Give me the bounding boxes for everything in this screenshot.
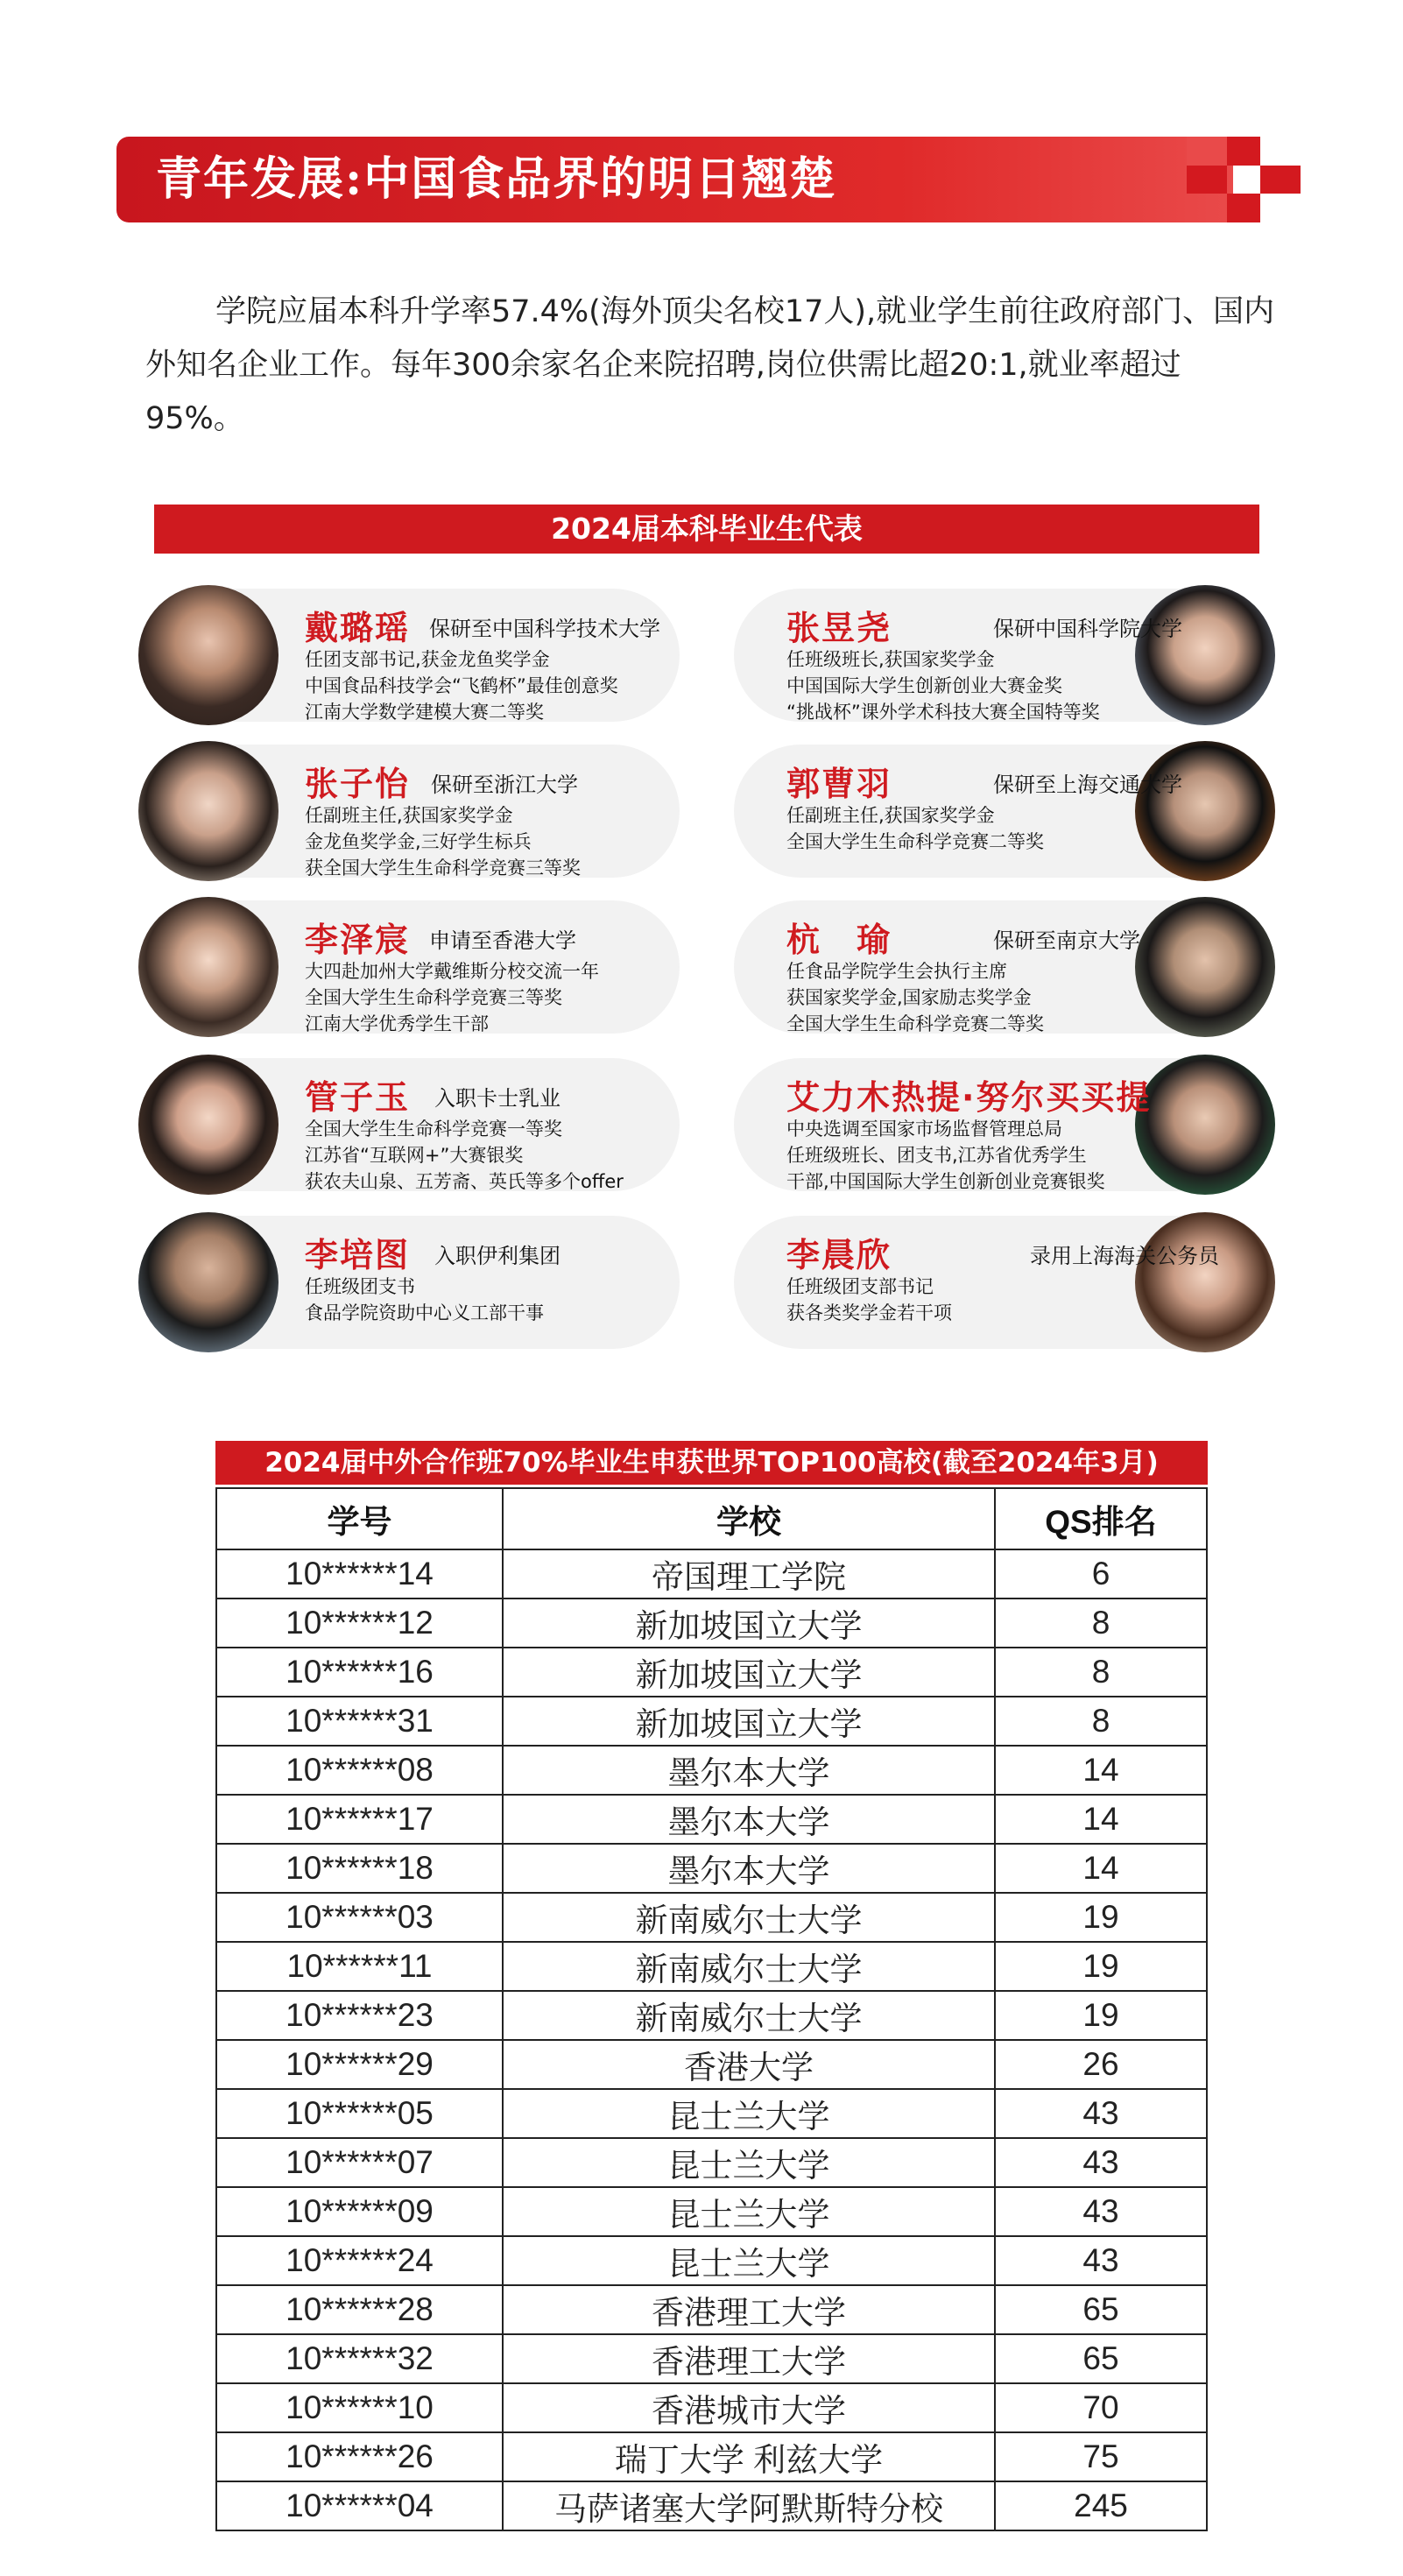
student-details bbox=[786, 1116, 1105, 1195]
intro-paragraph: 学院应届本科升学率57.4%(海外顶尖名校17人),就业学生前往政府部门、国内外知名企业工作。每年300余家名企来院招聘,岗位供需比超20:1,就业率超过95%。 bbox=[145, 294, 1275, 436]
table-row bbox=[216, 2040, 1207, 2089]
cell-school: 瑞丁大学 利兹大学 bbox=[503, 2432, 995, 2481]
cell-school: 墨尔本大学 bbox=[503, 1795, 995, 1844]
student-name: 李培图 bbox=[305, 1236, 411, 1274]
cell-qs-rank: 14 bbox=[995, 1746, 1207, 1795]
student-detail-line: 江南大学数学建模大赛二等奖 bbox=[305, 702, 544, 723]
student-details bbox=[786, 1274, 952, 1326]
cell-qs-rank: 70 bbox=[995, 2383, 1207, 2432]
student-detail-line: 江苏省“互联网+”大赛银奖 bbox=[305, 1145, 524, 1166]
table-row bbox=[216, 1648, 1207, 1697]
student-detail-line: 干部,中国国际大学生创新创业竞赛银奖 bbox=[786, 1171, 1105, 1192]
cell-school: 帝国理工学院 bbox=[503, 1549, 995, 1599]
student-detail-line: 任班级团支部书记 bbox=[786, 1276, 934, 1297]
cell-school: 新加坡国立大学 bbox=[503, 1648, 995, 1697]
student-name: 戴璐瑶 bbox=[305, 609, 411, 647]
table-row bbox=[216, 2481, 1207, 2530]
cell-qs-rank: 8 bbox=[995, 1697, 1207, 1746]
student-photo bbox=[138, 741, 278, 881]
cell-school: 香港大学 bbox=[503, 2040, 995, 2089]
table-row bbox=[216, 1795, 1207, 1844]
table-header-row bbox=[216, 1488, 1207, 1549]
cell-qs-rank: 6 bbox=[995, 1549, 1207, 1599]
student-destination: 录用上海海关公务员 bbox=[1030, 1244, 1219, 1268]
table-title: 2024届中外合作班70%毕业生申获世界TOP100高校(截至2024年3月) bbox=[215, 1441, 1208, 1485]
student-detail-line: 全国大学生生命科学竞赛一等奖 bbox=[305, 1119, 562, 1140]
student-name: 杭 瑜 bbox=[786, 921, 892, 959]
cell-qs-rank: 8 bbox=[995, 1648, 1207, 1697]
cell-student-id: 10******26 bbox=[216, 2432, 503, 2481]
cell-school: 墨尔本大学 bbox=[503, 1746, 995, 1795]
cell-student-id: 10******12 bbox=[216, 1599, 503, 1648]
table-row bbox=[216, 1991, 1207, 2040]
student-photo bbox=[1135, 1212, 1275, 1352]
cell-school: 昆士兰大学 bbox=[503, 2138, 995, 2187]
cell-qs-rank: 8 bbox=[995, 1599, 1207, 1648]
cell-student-id: 10******18 bbox=[216, 1844, 503, 1893]
cell-school: 新南威尔士大学 bbox=[503, 1942, 995, 1991]
cell-qs-rank: 65 bbox=[995, 2334, 1207, 2383]
student-detail-line: 任班级班长、团支书,江苏省优秀学生 bbox=[786, 1145, 1087, 1166]
table-row bbox=[216, 1844, 1207, 1893]
table-row bbox=[216, 1697, 1207, 1746]
cell-student-id: 10******10 bbox=[216, 2383, 503, 2432]
student-card bbox=[734, 745, 1275, 878]
student-detail-line: 任团支部书记,获金龙鱼奖学金 bbox=[305, 649, 550, 670]
col-header-id: 学号 bbox=[216, 1488, 503, 1549]
cell-student-id: 10******05 bbox=[216, 2089, 503, 2138]
table-row bbox=[216, 1549, 1207, 1599]
table-row bbox=[216, 2187, 1207, 2236]
student-destination: 入职卡士乳业 bbox=[434, 1086, 560, 1111]
student-detail-line: 江南大学优秀学生干部 bbox=[305, 1013, 489, 1034]
student-detail-line: 中国食品科技学会“飞鹤杯”最佳创意奖 bbox=[305, 675, 618, 696]
student-detail-line: 金龙鱼奖学金,三好学生标兵 bbox=[305, 831, 532, 852]
student-photo bbox=[1135, 1055, 1275, 1195]
student-detail-line: 中央选调至国家市场监督管理总局 bbox=[786, 1119, 1062, 1140]
student-destination: 保研至上海交通大学 bbox=[993, 773, 1182, 797]
cell-student-id: 10******04 bbox=[216, 2481, 503, 2530]
cell-student-id: 10******11 bbox=[216, 1942, 503, 1991]
student-card bbox=[138, 900, 680, 1034]
checker-decoration bbox=[1187, 137, 1301, 222]
student-details bbox=[305, 1116, 624, 1195]
student-destination: 申请至香港大学 bbox=[429, 928, 576, 953]
table-row bbox=[216, 1746, 1207, 1795]
col-header-qs: QS排名 bbox=[995, 1488, 1207, 1549]
cell-student-id: 10******29 bbox=[216, 2040, 503, 2089]
student-detail-line: 任食品学院学生会执行主席 bbox=[786, 961, 1007, 982]
cell-qs-rank: 43 bbox=[995, 2138, 1207, 2187]
cell-student-id: 10******23 bbox=[216, 1991, 503, 2040]
cell-student-id: 10******03 bbox=[216, 1893, 503, 1942]
student-photo bbox=[1135, 585, 1275, 725]
student-destination: 保研至南京大学 bbox=[993, 928, 1140, 953]
student-detail-line: 大四赴加州大学戴维斯分校交流一年 bbox=[305, 961, 599, 982]
student-details bbox=[786, 646, 1100, 725]
student-detail-line: 任班级班长,获国家奖学金 bbox=[786, 649, 995, 670]
cell-qs-rank: 245 bbox=[995, 2481, 1207, 2530]
student-destination: 保研至浙江大学 bbox=[431, 773, 578, 797]
student-name: 张昱尧 bbox=[786, 609, 892, 647]
student-photo bbox=[138, 1212, 278, 1352]
cell-school: 昆士兰大学 bbox=[503, 2236, 995, 2285]
student-card bbox=[138, 1216, 680, 1349]
student-details bbox=[305, 1274, 544, 1326]
cell-school: 新加坡国立大学 bbox=[503, 1599, 995, 1648]
student-card bbox=[138, 589, 680, 722]
student-detail-line: 获各类奖学金若干项 bbox=[786, 1302, 952, 1323]
student-detail-line: 中国国际大学生创新创业大赛金奖 bbox=[786, 675, 1062, 696]
cell-student-id: 10******16 bbox=[216, 1648, 503, 1697]
student-details bbox=[786, 958, 1044, 1037]
student-details bbox=[786, 802, 1044, 855]
student-detail-line: 获国家奖学金,国家励志奖学金 bbox=[786, 987, 1032, 1008]
header-banner bbox=[116, 137, 1233, 222]
cell-school: 新南威尔士大学 bbox=[503, 1991, 995, 2040]
student-detail-line: 任班级团支书 bbox=[305, 1276, 415, 1297]
cell-qs-rank: 14 bbox=[995, 1795, 1207, 1844]
cell-qs-rank: 65 bbox=[995, 2285, 1207, 2334]
cell-school: 新南威尔士大学 bbox=[503, 1893, 995, 1942]
student-details bbox=[305, 802, 581, 881]
table-row bbox=[216, 2138, 1207, 2187]
cell-student-id: 10******07 bbox=[216, 2138, 503, 2187]
cell-school: 新加坡国立大学 bbox=[503, 1697, 995, 1746]
cell-school: 香港理工大学 bbox=[503, 2334, 995, 2383]
student-details bbox=[305, 646, 618, 725]
cell-qs-rank: 43 bbox=[995, 2236, 1207, 2285]
table-row bbox=[216, 2285, 1207, 2334]
cell-qs-rank: 26 bbox=[995, 2040, 1207, 2089]
student-photo bbox=[138, 1055, 278, 1195]
student-photo bbox=[138, 897, 278, 1037]
table-row bbox=[216, 2432, 1207, 2481]
cell-school: 香港城市大学 bbox=[503, 2383, 995, 2432]
student-detail-line: 获农夫山泉、五芳斋、英氏等多个offer bbox=[305, 1171, 624, 1192]
student-card bbox=[734, 589, 1275, 722]
student-card bbox=[734, 1058, 1275, 1191]
student-detail-line: 任副班主任,获国家奖学金 bbox=[786, 805, 995, 826]
cell-school: 马萨诸塞大学阿默斯特分校 bbox=[503, 2481, 995, 2530]
cell-qs-rank: 19 bbox=[995, 1942, 1207, 1991]
cell-qs-rank: 19 bbox=[995, 1991, 1207, 2040]
cell-student-id: 10******17 bbox=[216, 1795, 503, 1844]
table-row bbox=[216, 1599, 1207, 1648]
cell-student-id: 10******08 bbox=[216, 1746, 503, 1795]
cell-student-id: 10******28 bbox=[216, 2285, 503, 2334]
student-destination: 保研至中国科学技术大学 bbox=[429, 617, 660, 641]
student-name: 艾力木热提·努尔买买提 bbox=[786, 1078, 1152, 1117]
student-details bbox=[305, 958, 599, 1037]
student-name: 郭曹羽 bbox=[786, 765, 892, 803]
student-detail-line: 获全国大学生生命科学竞赛三等奖 bbox=[305, 857, 581, 879]
cell-school: 昆士兰大学 bbox=[503, 2089, 995, 2138]
cell-student-id: 10******24 bbox=[216, 2236, 503, 2285]
cell-school: 香港理工大学 bbox=[503, 2285, 995, 2334]
student-card bbox=[138, 745, 680, 878]
student-card bbox=[734, 900, 1275, 1034]
student-destination: 保研中国科学院大学 bbox=[993, 617, 1182, 641]
student-detail-line: 任副班主任,获国家奖学金 bbox=[305, 805, 513, 826]
student-detail-line: 全国大学生生命科学竞赛三等奖 bbox=[305, 987, 562, 1008]
student-name: 李泽宸 bbox=[305, 921, 411, 959]
student-card bbox=[734, 1216, 1275, 1349]
cell-student-id: 10******31 bbox=[216, 1697, 503, 1746]
student-card bbox=[138, 1058, 680, 1191]
page-title: 青年发展:中国食品界的明日翘楚 bbox=[156, 152, 837, 206]
table-row bbox=[216, 1942, 1207, 1991]
student-detail-line: 全国大学生生命科学竞赛二等奖 bbox=[786, 831, 1044, 852]
cell-qs-rank: 43 bbox=[995, 2187, 1207, 2236]
student-name: 管子玉 bbox=[305, 1078, 411, 1117]
cell-qs-rank: 75 bbox=[995, 2432, 1207, 2481]
table-row bbox=[216, 2089, 1207, 2138]
table-row bbox=[216, 1893, 1207, 1942]
section-title: 2024届本科毕业生代表 bbox=[154, 505, 1259, 554]
cell-school: 墨尔本大学 bbox=[503, 1844, 995, 1893]
student-photo bbox=[138, 585, 278, 725]
student-detail-line: 食品学院资助中心义工部干事 bbox=[305, 1302, 544, 1323]
cell-school: 昆士兰大学 bbox=[503, 2187, 995, 2236]
cell-student-id: 10******32 bbox=[216, 2334, 503, 2383]
student-photo bbox=[1135, 741, 1275, 881]
cell-qs-rank: 19 bbox=[995, 1893, 1207, 1942]
student-photo bbox=[1135, 897, 1275, 1037]
ranking-table bbox=[215, 1487, 1208, 2531]
table-row bbox=[216, 2334, 1207, 2383]
cell-student-id: 10******14 bbox=[216, 1549, 503, 1599]
cell-qs-rank: 14 bbox=[995, 1844, 1207, 1893]
col-header-school: 学校 bbox=[503, 1488, 995, 1549]
student-detail-line: “挑战杯”课外学术科技大赛全国特等奖 bbox=[786, 702, 1100, 723]
table-row bbox=[216, 2383, 1207, 2432]
table-row bbox=[216, 2236, 1207, 2285]
student-detail-line: 全国大学生生命科学竞赛二等奖 bbox=[786, 1013, 1044, 1034]
cell-student-id: 10******09 bbox=[216, 2187, 503, 2236]
cell-qs-rank: 43 bbox=[995, 2089, 1207, 2138]
student-name: 张子怡 bbox=[305, 765, 411, 803]
student-destination: 入职伊利集团 bbox=[434, 1244, 560, 1268]
student-name: 李晨欣 bbox=[786, 1236, 892, 1274]
